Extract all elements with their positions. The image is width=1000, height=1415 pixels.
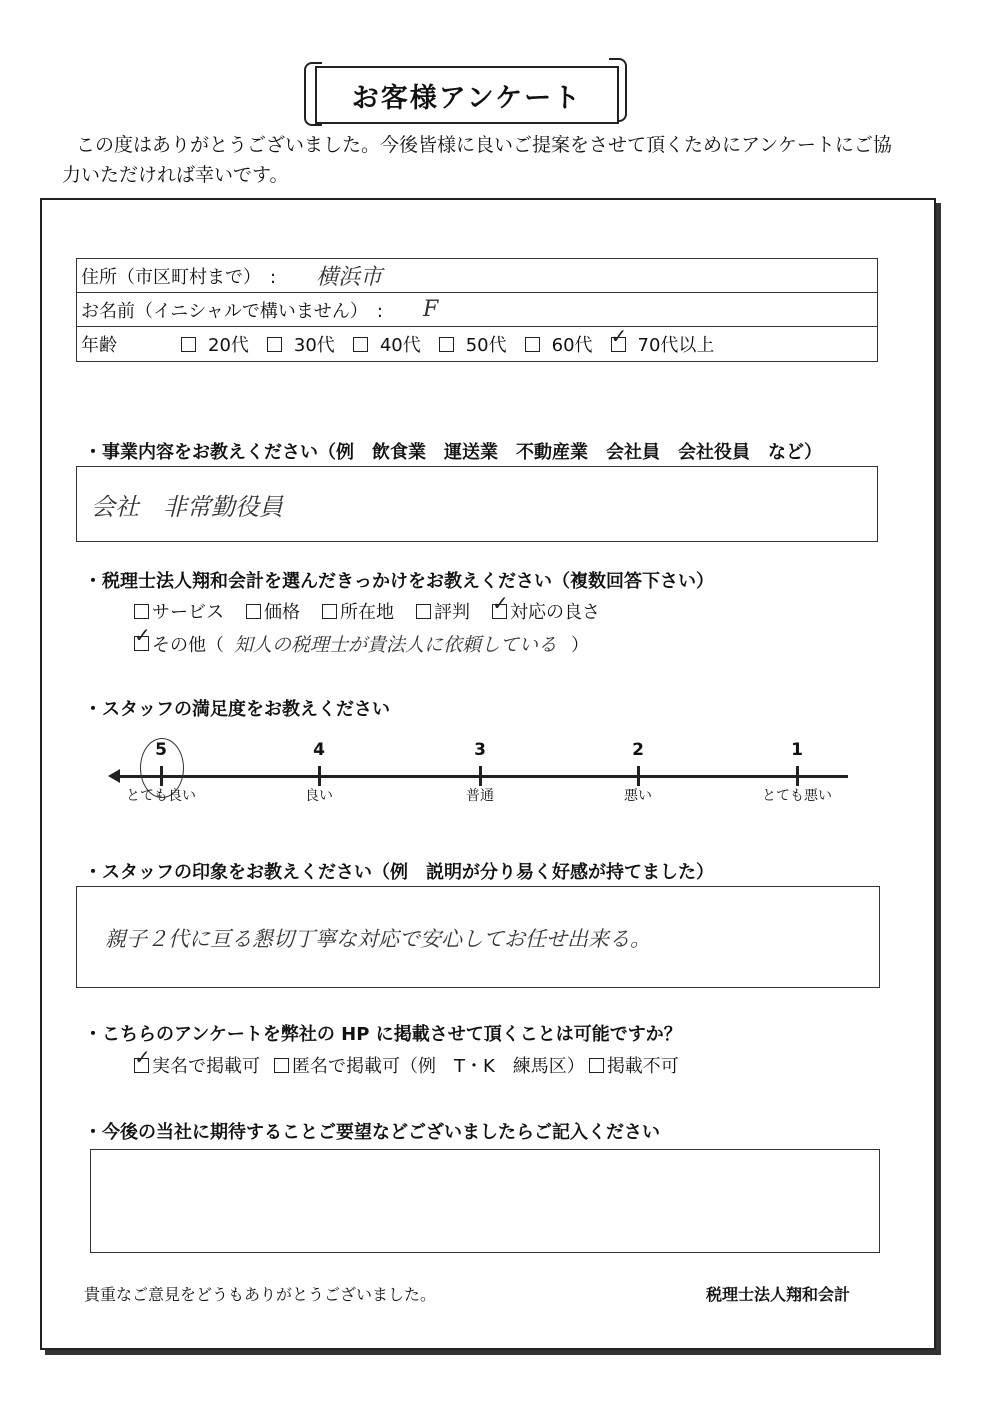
page-title: お客様アンケート <box>315 66 619 124</box>
satisfaction-question: ・スタッフの満足度をお教えください <box>84 699 390 720</box>
publish-option[interactable]: 匿名で掲載可（例 T・K 練馬区） <box>274 1052 585 1078</box>
reason-option[interactable]: 価格 <box>246 598 300 624</box>
age-option[interactable]: 50代 <box>439 331 507 357</box>
other-value[interactable]: 知人の税理士が貴法人に依頼している <box>234 634 558 656</box>
scale-tick <box>160 766 163 786</box>
reason-question: ・税理士法人翔和会計を選んだきっかけをお教えください（複数回答下さい） <box>84 571 714 592</box>
impression-question: ・スタッフの印象をお教えください（例 説明が分り易く好感が持てました） <box>84 862 714 883</box>
checkbox-icon[interactable] <box>134 623 151 651</box>
footer-thanks: 貴重なご意見をどうもありがとうございました。 <box>84 1285 437 1304</box>
checkbox-icon[interactable] <box>246 604 261 619</box>
other-close: ） <box>571 634 590 656</box>
intro-text: この度はありがとうございました。今後皆様に良いご提案をさせて頂くためにアンケートにご協力いただければ幸いです。 <box>62 134 892 186</box>
impression-answer-box[interactable] <box>76 886 880 988</box>
age-options <box>181 323 732 357</box>
publish-options <box>134 1044 701 1078</box>
other-label: その他（ <box>152 634 224 656</box>
age-label: 年齢 <box>81 335 117 356</box>
checkbox-icon[interactable] <box>525 337 540 352</box>
reason-option[interactable]: 評判 <box>416 598 470 624</box>
age-option[interactable]: 60代 <box>525 331 593 357</box>
checkbox-icon[interactable] <box>322 604 337 619</box>
scale-tick <box>796 766 799 786</box>
footer-company: 税理士法人翔和会計 <box>706 1285 851 1304</box>
name-label: お名前（イニシャルで構いません） : <box>81 300 383 322</box>
checkbox-icon[interactable] <box>134 604 149 619</box>
business-answer: 会社 非常勤役員 <box>91 493 283 521</box>
scale-label: 良い <box>305 788 333 804</box>
checkbox-icon[interactable] <box>492 590 509 619</box>
checkbox-icon[interactable] <box>589 1058 604 1073</box>
publish-option[interactable]: 掲載不可 <box>589 1052 679 1078</box>
check-mark-icon: ✓ <box>134 623 151 647</box>
check-mark-icon: ✓ <box>492 590 509 615</box>
business-question: ・事業内容をお教えください（例 飲食業 運送業 不動産業 会社員 会社役員 など） <box>84 442 822 463</box>
checkbox-icon[interactable] <box>274 1058 289 1073</box>
scale-tick <box>479 766 482 786</box>
scale-number[interactable]: 1 <box>791 740 803 760</box>
reason-option[interactable]: サービス <box>134 598 224 624</box>
address-label: 住所（市区町村まで） : <box>81 266 277 288</box>
checkbox-icon[interactable] <box>610 323 628 352</box>
check-mark-icon: ✓ <box>610 323 628 348</box>
impression-answer: 親子２代に亘る懇切丁寧な対応で安心してお任せ出来る。 <box>105 927 651 951</box>
age-option[interactable]: ✓ 70代以上 <box>610 323 715 356</box>
arrow-left-icon <box>108 769 120 783</box>
reason-option[interactable]: ✓ 対応の良さ <box>492 590 600 623</box>
checkbox-icon[interactable] <box>181 337 196 352</box>
checkbox-icon[interactable] <box>353 337 368 352</box>
reason-options <box>134 590 622 624</box>
scale-tick <box>318 766 321 786</box>
publish-question: ・こちらのアンケートを弊社の HP に掲載させて頂くことは可能ですか？ <box>84 1024 682 1045</box>
scale-number[interactable]: 2 <box>632 740 644 760</box>
checkbox-icon[interactable] <box>416 604 431 619</box>
check-mark-icon: ✓ <box>134 1044 151 1069</box>
scale-number[interactable]: 5 <box>155 740 167 760</box>
publish-option[interactable]: ✓ 実名で掲載可 <box>134 1044 260 1077</box>
scale-label: 普通 <box>466 788 494 804</box>
checkbox-icon[interactable] <box>134 1044 151 1073</box>
reason-option[interactable]: 所在地 <box>322 598 394 624</box>
scale-tick <box>637 766 640 786</box>
name-row <box>77 293 877 327</box>
request-question: ・今後の当社に期待することご要望などございましたらご記入ください <box>84 1122 660 1143</box>
scale-number[interactable]: 3 <box>474 740 486 760</box>
address-value[interactable]: 横浜市 <box>316 265 383 290</box>
age-option[interactable]: 40代 <box>353 331 421 357</box>
scale-number[interactable]: 4 <box>313 740 325 760</box>
scale-label: 悪い <box>624 788 652 804</box>
checkbox-icon[interactable] <box>267 337 282 352</box>
checkbox-icon[interactable] <box>439 337 454 352</box>
name-value[interactable]: F <box>422 297 439 322</box>
info-table <box>76 258 878 362</box>
business-answer-box[interactable] <box>76 466 878 542</box>
reason-other <box>134 623 590 657</box>
age-row <box>77 323 877 361</box>
scale-label: とても悪い <box>762 788 832 804</box>
age-option[interactable]: 30代 <box>267 331 335 357</box>
age-option[interactable]: 20代 <box>181 331 249 357</box>
address-row <box>77 259 877 293</box>
request-answer-box[interactable] <box>90 1149 880 1253</box>
scale-label: とても良い <box>126 788 196 804</box>
